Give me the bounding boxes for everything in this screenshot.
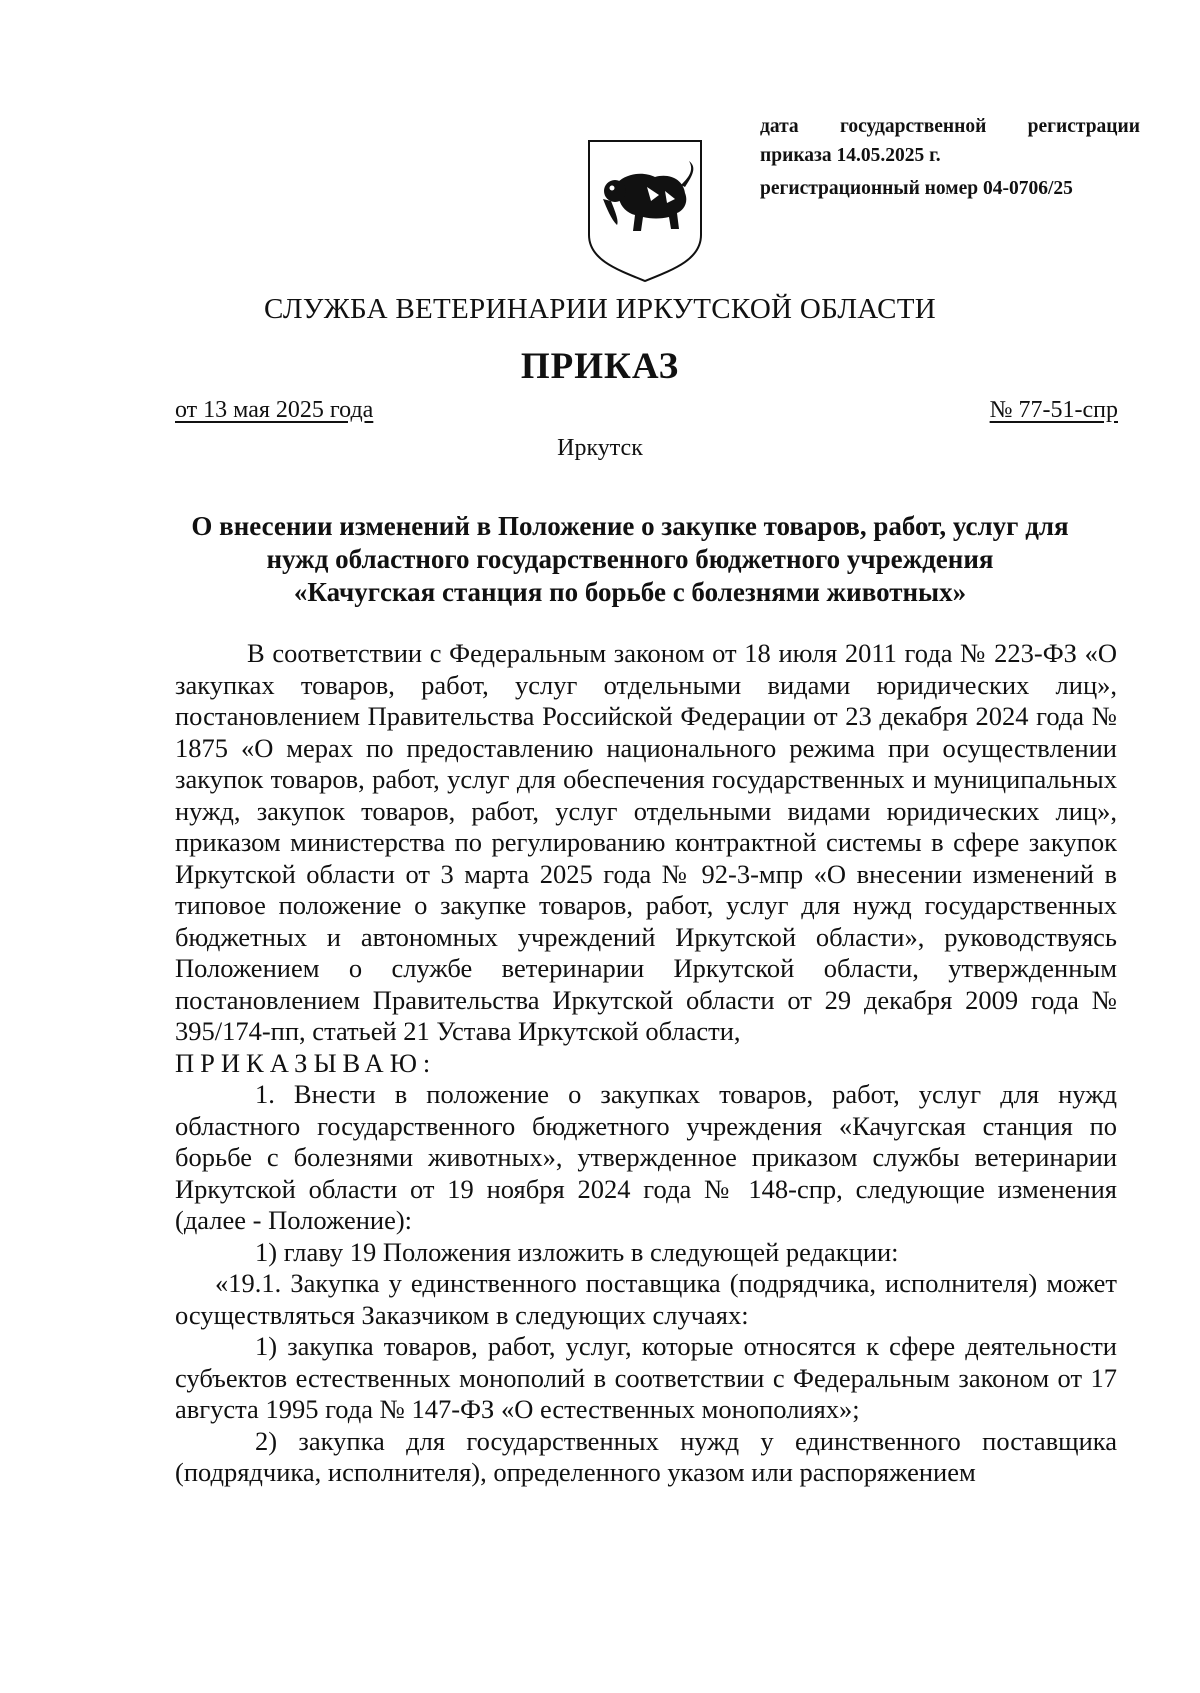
item-1-1-paragraph: 1) главу 19 Положения изложить в следующей редакции:	[255, 1236, 899, 1267]
subject-line: «Качугская станция по борьбе с болезнями животных»	[293, 577, 967, 607]
document-type: ПРИКАЗ	[520, 346, 680, 387]
order-word: ПРИКАЗЫВАЮ:	[175, 1047, 437, 1078]
order-subject	[150, 510, 1110, 609]
order-date: от 13 мая 2025 года	[175, 397, 374, 423]
document-body	[175, 638, 1117, 1489]
subject-line: О внесении изменений в Положение о закупке товаров, работ, услуг для	[191, 511, 1069, 541]
organization-name: СЛУЖБА ВЕТЕРИНАРИИ ИРКУТСКОЙ ОБЛАСТИ	[264, 293, 936, 325]
registration-date: приказа 14.05.2025 г.	[760, 145, 941, 166]
city: Иркутск	[557, 435, 643, 461]
subitem-2-paragraph: 2) закупка для государственных нужд у единственного поставщика (подрядчика, исполнителя), определенного указом или распоряжением	[175, 1425, 1117, 1487]
registration-number: регистрационный номер 04-0706/25	[760, 178, 1073, 199]
registration-date-label: дата государственной регистрации	[760, 116, 1140, 137]
subitem-1-paragraph: 1) закупка товаров, работ, услуг, которые относятся к сфере деятельности субъектов естественных монополий в соответствии с Федеральным законом от 17 августа 1995 года № 147-ФЗ «О естественных монополиях»;	[175, 1331, 1117, 1424]
item-1-paragraph: 1. Внести в положение о закупках товаров, работ, услуг для нужд областного государственного бюджетного учреждения «Качугская станция по борьбе с болезнями животных», утвержденное приказом службы ветеринарии Иркутской области от 19 ноября 2024 года № 148-спр, следующие изменения (далее - Положение):	[175, 1079, 1117, 1235]
coat-of-arms-emblem	[585, 137, 705, 285]
order-number: № 77-51-спр	[989, 397, 1118, 423]
subject-line: нужд областного государственного бюджетного учреждения	[266, 544, 994, 574]
registration-stamp	[760, 112, 1140, 203]
clause-19-1-paragraph: «19.1. Закупка у единственного поставщика (подрядчика, исполнителя) может осуществляться Заказчиком в следующих случаях:	[175, 1268, 1117, 1330]
preamble-paragraph: В соответствии с Федеральным законом от 18 июля 2011 года № 223-ФЗ «О закупках товаров, работ, услуг отдельными видами юридических лиц», постановлением Правительства Российской Федерации от 23 декабря 2024 года № 1875 «О мерах по предоставлению национального режима при осуществлении закупок товаров, работ, услуг для обеспечения государственных и муниципальных нужд, закупок товаров, работ, услуг отдельными видами юридических лиц», приказом министерства по регулированию контрактной системы в сфере закупок Иркутской области от 3 марта 2025 года № 92-3-мпр «О внесении изменений в типовое положение о закупке товаров, работ, услуг для нужд государственных бюджетных и автономных учреждений Иркутской области», руководствуясь Положением о службе ветеринарии Иркутской области, утвержденным постановлением Правительства Иркутской области от 29 декабря 2009 года № 395/174-пп, статьей 21 Устава Иркутской области,	[175, 638, 1117, 1046]
